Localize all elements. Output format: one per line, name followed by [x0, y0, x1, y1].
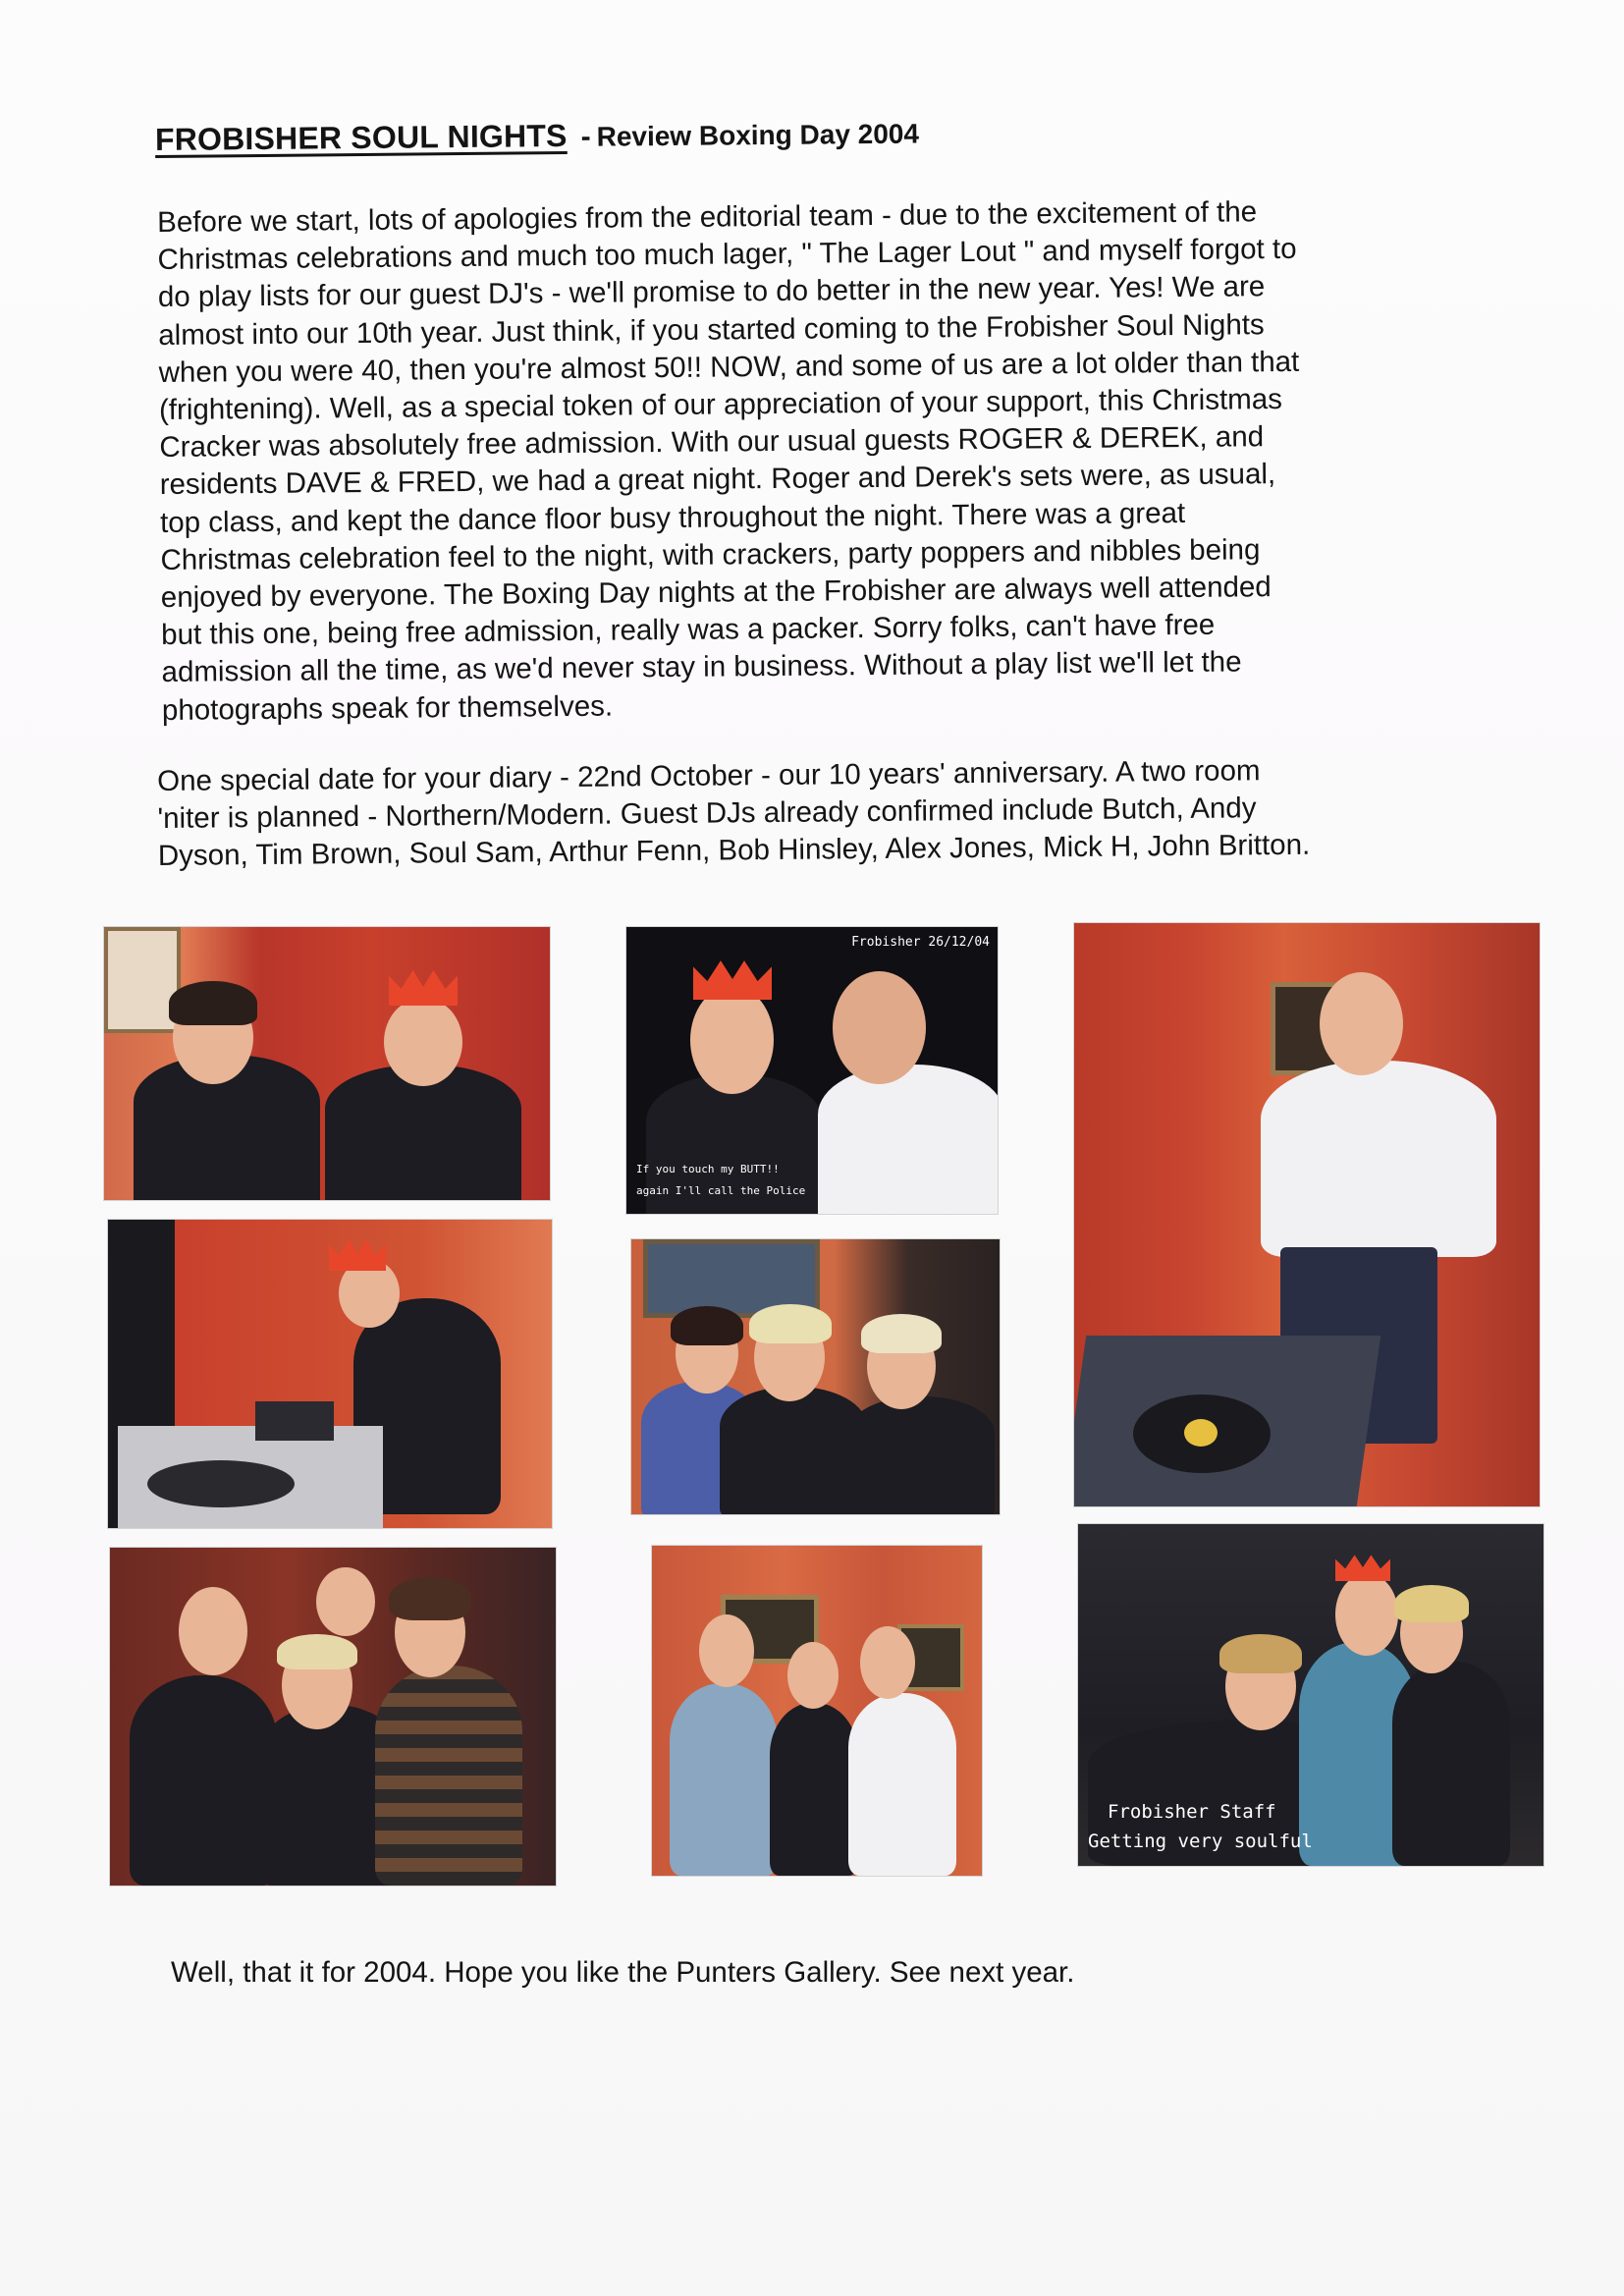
intro-line: do play lists for our guest DJ's - we'll promise to do better in the new year. Yes! We are — [157, 270, 1266, 314]
photo-frobisher-staff — [1078, 1524, 1543, 1866]
photo-three-men — [652, 1546, 982, 1876]
photo-group-hug — [110, 1548, 556, 1886]
document-subtitle: Review Boxing Day 2004 — [596, 118, 920, 152]
footer-text: Well, that it for 2004. Hope you like the Punters Gallery. See next year. — [171, 1956, 1075, 1989]
document-title: FROBISHER SOUL NIGHTS — [154, 117, 568, 157]
photo-dj-cracker-hat — [108, 1220, 552, 1528]
photo-caption-line: Frobisher Staff — [1108, 1801, 1276, 1823]
intro-paragraph — [157, 191, 1478, 730]
intro-line: photographs speak for themselves. — [161, 689, 614, 727]
title-separator: - — [580, 120, 591, 153]
intro-line: top class, and kept the dance floor busy throughout the night. There was a great — [159, 496, 1186, 539]
intro-line: almost into our 10th year. Just think, if you started coming to the Frobisher Soul Nights — [158, 307, 1265, 352]
intro-line: (frightening). Well, as a special token of our appreciation of your support, this Christmas — [158, 383, 1283, 427]
photo-caption-line: Getting very soulful — [1088, 1831, 1313, 1852]
intro-line: enjoyed by everyone. The Boxing Day nights at the Frobisher are always well attended — [160, 571, 1272, 615]
anniversary-line: 'niter is planned - Northern/Modern. Guest DJs already confirmed include Butch, Andy — [157, 792, 1257, 836]
photo-three-women — [631, 1239, 1000, 1514]
photo-date-stamp: Frobisher 26/12/04 — [851, 935, 990, 950]
photo-dj-white-shirt — [1074, 923, 1540, 1506]
document-heading — [155, 109, 1471, 158]
photo-phone-joke — [626, 927, 998, 1214]
photo-couple-red-curtains — [104, 927, 550, 1200]
intro-line: Christmas celebration feel to the night, with crackers, party poppers and nibbles being — [160, 533, 1261, 576]
intro-line: residents DAVE & FRED, we had a great night. Roger and Derek's sets were, as usual, — [159, 458, 1276, 502]
photo-caption-line: again I'll call the Police — [636, 1184, 806, 1197]
intro-line: when you were 40, then you're almost 50!! NOW, and some of us are a lot older than that — [158, 345, 1300, 389]
intro-line: but this one, being free admission, really was a packer. Sorry folks, can't have free — [161, 608, 1216, 652]
photo-caption-line: If you touch my BUTT!! — [636, 1163, 780, 1175]
anniversary-line: One special date for your diary - 22nd October - our 10 years' anniversary. A two room — [157, 754, 1261, 797]
intro-line: Before we start, lots of apologies from the editorial team - due to the excitement of the — [157, 195, 1258, 239]
intro-line: admission all the time, as we'd never stay in business. Without a play list we'll let the — [161, 645, 1242, 689]
intro-line: Christmas celebrations and much too much lager, " The Lager Lout " and myself forgot to — [157, 233, 1297, 277]
anniversary-line: Dyson, Tim Brown, Soul Sam, Arthur Fenn, Bob Hinsley, Alex Jones, Mick H, John Britton. — [157, 829, 1311, 873]
intro-line: Cracker was absolutely free admission. With our usual guests ROGER & DEREK, and — [159, 420, 1265, 465]
anniversary-paragraph — [157, 750, 1474, 875]
